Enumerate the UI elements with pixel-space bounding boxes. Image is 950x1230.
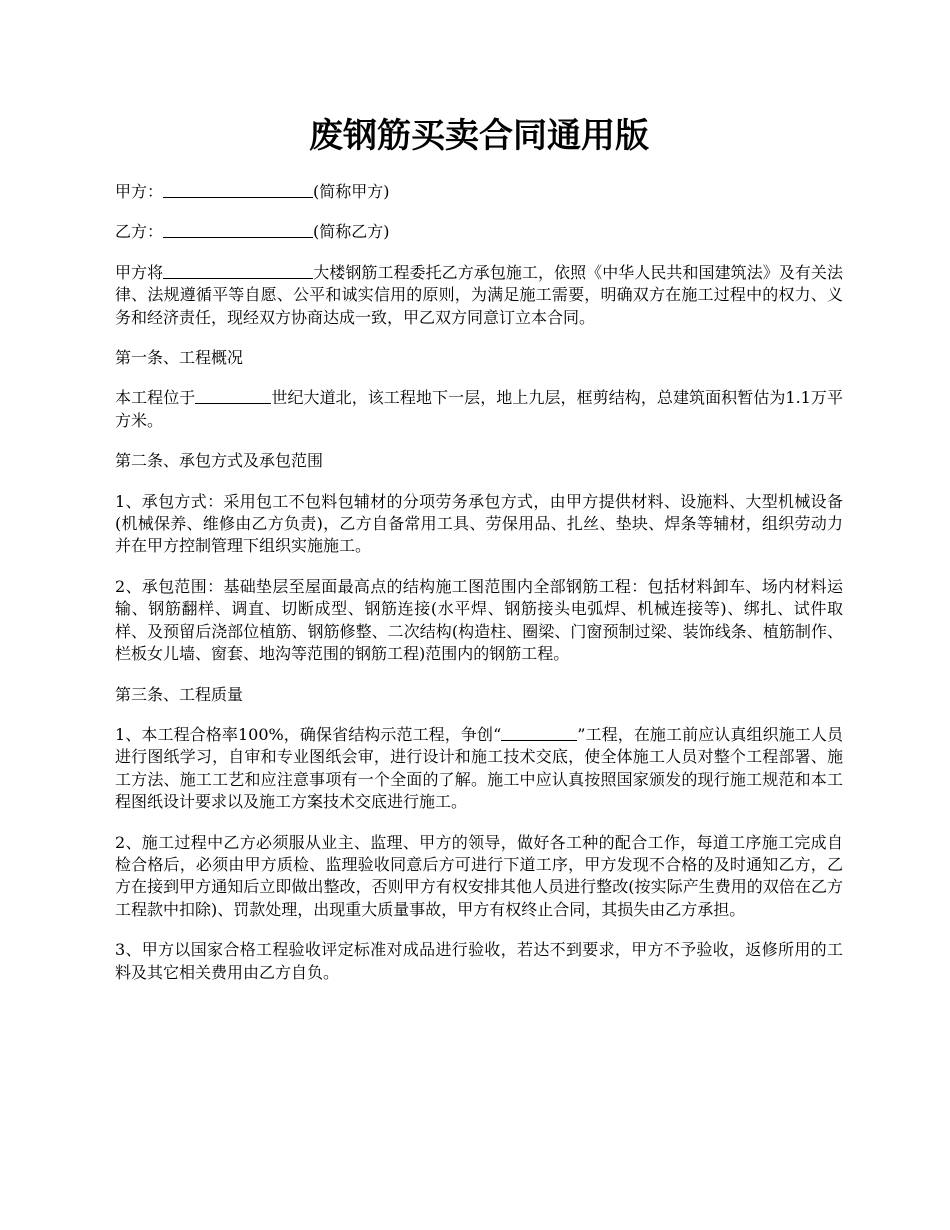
article-1-prefix: 本工程位于 (115, 388, 196, 408)
building-name-blank (163, 262, 313, 279)
article-3-paragraph-3: 3、甲方以国家合格工程验收评定标准对成品进行验收，若达不到要求，甲方不予验收，返修所用的工料及其它相关费用由乙方自负。 (115, 940, 843, 982)
article-1-heading: 第一条、工程概况 (115, 348, 244, 368)
intro-prefix: 甲方将 (115, 262, 164, 282)
article-3-paragraph-1 (115, 724, 843, 814)
party-a-label: 甲方： (115, 182, 164, 201)
article-2-paragraph-2: 2、承包范围：基础垫层至屋面最高点的结构施工图范围内全部钢筋工程：包括材料卸车、场内材料运输、钢筋翻样、调直、切断成型、钢筋连接(水平焊、钢筋接头电弧焊、机械连接等)、绑扎、试件取样、及预留后浇部位植筋、钢筋修整、二次结构(构造柱、圈梁、门窗预制过梁、装饰线条、植筋制作、栏板女儿墙、窗套、地沟等范围的钢筋工程)范围内的钢筋工程。 (115, 576, 843, 664)
party-b-suffix: (简称乙方) (313, 222, 390, 242)
party-a-suffix: (简称甲方) (313, 182, 390, 201)
intro-text: 大楼钢筋工程委托乙方承包施工，依照《中华人民共和国建筑法》及有关法律、法规遵循平等自愿、公平和诚实信用的原则，为满足施工需要，明确双方在施工过程中的权力、义务和经济责任，现经双方协商达成一致，甲乙双方同意订立本合同。 (115, 262, 843, 327)
party-b-blank (163, 221, 313, 238)
article-2-paragraph-1: 1、承包方式：采用包工不包料包辅材的分项劳务承包方式，由甲方提供材料、设施料、大型机械设备(机械保养、维修由乙方负责)，乙方自备常用工具、劳保用品、扎丝、垫块、焊条等辅材，组织劳动力并在甲方控制管理下组织实施施工。 (115, 491, 843, 556)
article-2-heading: 第二条、承包方式及承包范围 (115, 451, 324, 471)
party-a-blank (163, 181, 313, 198)
party-b-label: 乙方： (115, 222, 164, 242)
article-1-text: 世纪大道北，该工程地下一层，地上九层，框剪结构，总建筑面积暂估为1.1万平方米。 (115, 388, 843, 430)
intro-paragraph (115, 262, 843, 329)
party-b-line (115, 221, 843, 243)
article-1-paragraph (115, 387, 843, 432)
document-body (115, 181, 843, 1002)
award-name-blank (501, 724, 577, 741)
article-3-paragraph-2: 2、施工过程中乙方必须服从业主、监理、甲方的领导，做好各工种的配合工作，每道工序施工完成自检合格后，必须由甲方质检、监理验收同意后方可进行下道工序，甲方发现不合格的及时通知乙方，乙方在接到甲方通知后立即做出整改，否则甲方有权安排其他人员进行整改(按实际产生费用的双倍在乙方工程款中扣除)、罚款处理，出现重大质量事故，甲方有权终止合同，其损失由乙方承担。 (115, 832, 843, 919)
party-a-line (115, 181, 843, 203)
article-3-p1-prefix: 1、本工程合格率100%，确保省结构示范工程，争创“ (115, 724, 502, 744)
article-3-p1-text: ”工程，在施工前应认真组织施工人员进行图纸学习，自审和专业图纸会审，进行设计和施工技术交底，使全体施工人员对整个工程部署、施工方法、施工工艺和应注意事项有一个全面的了解。施工中应认真按照国家颁发的现行施工规范和本工程图纸设计要求以及施工方案技术交底进行施工。 (115, 724, 843, 812)
document-title: 废钢筋买卖合同通用版 (309, 116, 649, 156)
article-3-heading: 第三条、工程质量 (115, 684, 244, 704)
location-blank (195, 387, 271, 404)
